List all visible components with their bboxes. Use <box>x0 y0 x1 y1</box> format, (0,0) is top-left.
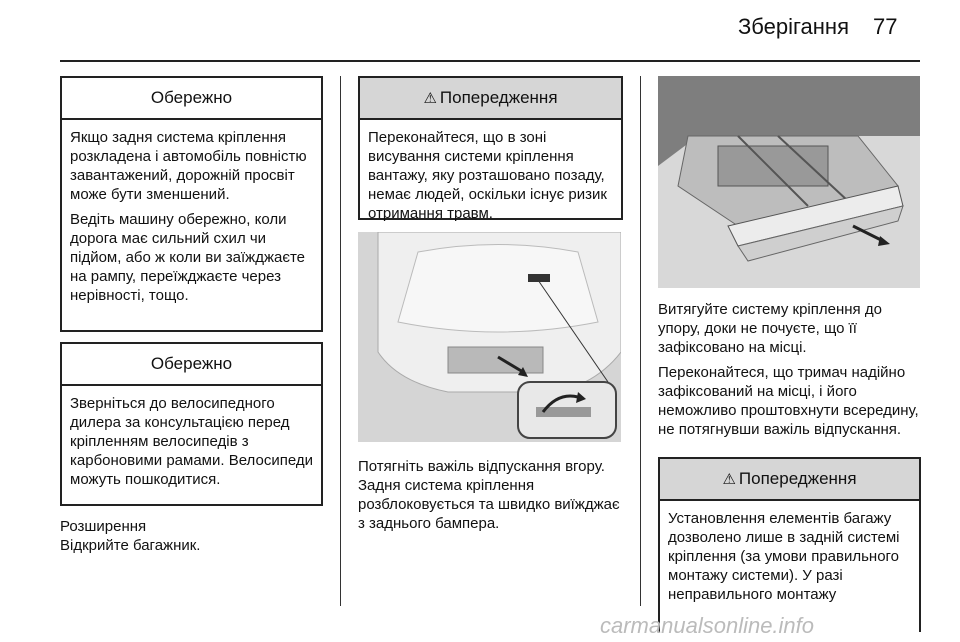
caution-box <box>60 342 323 506</box>
instruction-text: Переконайтеся, що тримач надійно зафіксований на місці, і його неможливо проштовхнути всередину, не потягнувши важіль відпускання. <box>658 364 919 438</box>
caution-text: Якщо задня система кріплення розкладена і автомобіль повністю завантажений, дорожній просвіт може бути зменшений. <box>70 129 307 203</box>
warning-icon: ⚠ <box>722 471 736 488</box>
column-divider <box>340 76 341 606</box>
warning-icon: ⚠ <box>423 90 437 107</box>
warning-heading: Попередження <box>439 88 558 107</box>
illustration-carrier-extended <box>658 76 920 288</box>
watermark: carmanualsonline.info <box>600 613 815 638</box>
header-rule <box>60 60 920 62</box>
page-number: 77 <box>873 14 898 39</box>
caution-heading: Обережно <box>62 78 321 120</box>
illustration-rear-bumper <box>358 232 621 442</box>
caution-text: Ведіть машину обережно, коли дорога має сильний схил чи підйом, або ж коли ви заїжджаєте на рампу, переїжджаєте через нерівності, тощо. <box>70 211 306 304</box>
warning-text: Установлення елементів багажу дозволено лише в задній системі кріплення (за умови правильного монтажу системи). У разі неправильного монтажу <box>668 510 900 603</box>
caution-heading: Обережно <box>62 344 321 386</box>
caution-box <box>60 76 323 332</box>
warning-box <box>358 76 623 220</box>
page-title: Зберігання <box>738 14 849 39</box>
section-title: Розширення <box>60 518 147 535</box>
instruction-text: Витягуйте систему кріплення до упору, доки не почуєте, що її зафіксовано на місці. <box>658 301 882 356</box>
section-text: Відкрийте багажник. <box>60 537 201 554</box>
warning-heading: Попередження <box>738 469 857 488</box>
column-divider <box>640 76 641 606</box>
warning-box <box>658 457 921 632</box>
warning-text: Переконайтеся, що в зоні висування системи кріплення вантажу, яку розташовано позаду, немає людей, оскільки існує ризик отримання травм. <box>368 129 607 222</box>
instruction-text: Потягніть важіль відпускання вгору. Задня система кріплення розблоковується та швидко виїжджає з заднього бампера. <box>358 458 620 532</box>
caution-text: Зверніться до велосипедного дилера за консультацією перед кріпленням велосипедів з карбоновими рамами. Велосипеди можуть пошкодитися. <box>70 395 313 488</box>
